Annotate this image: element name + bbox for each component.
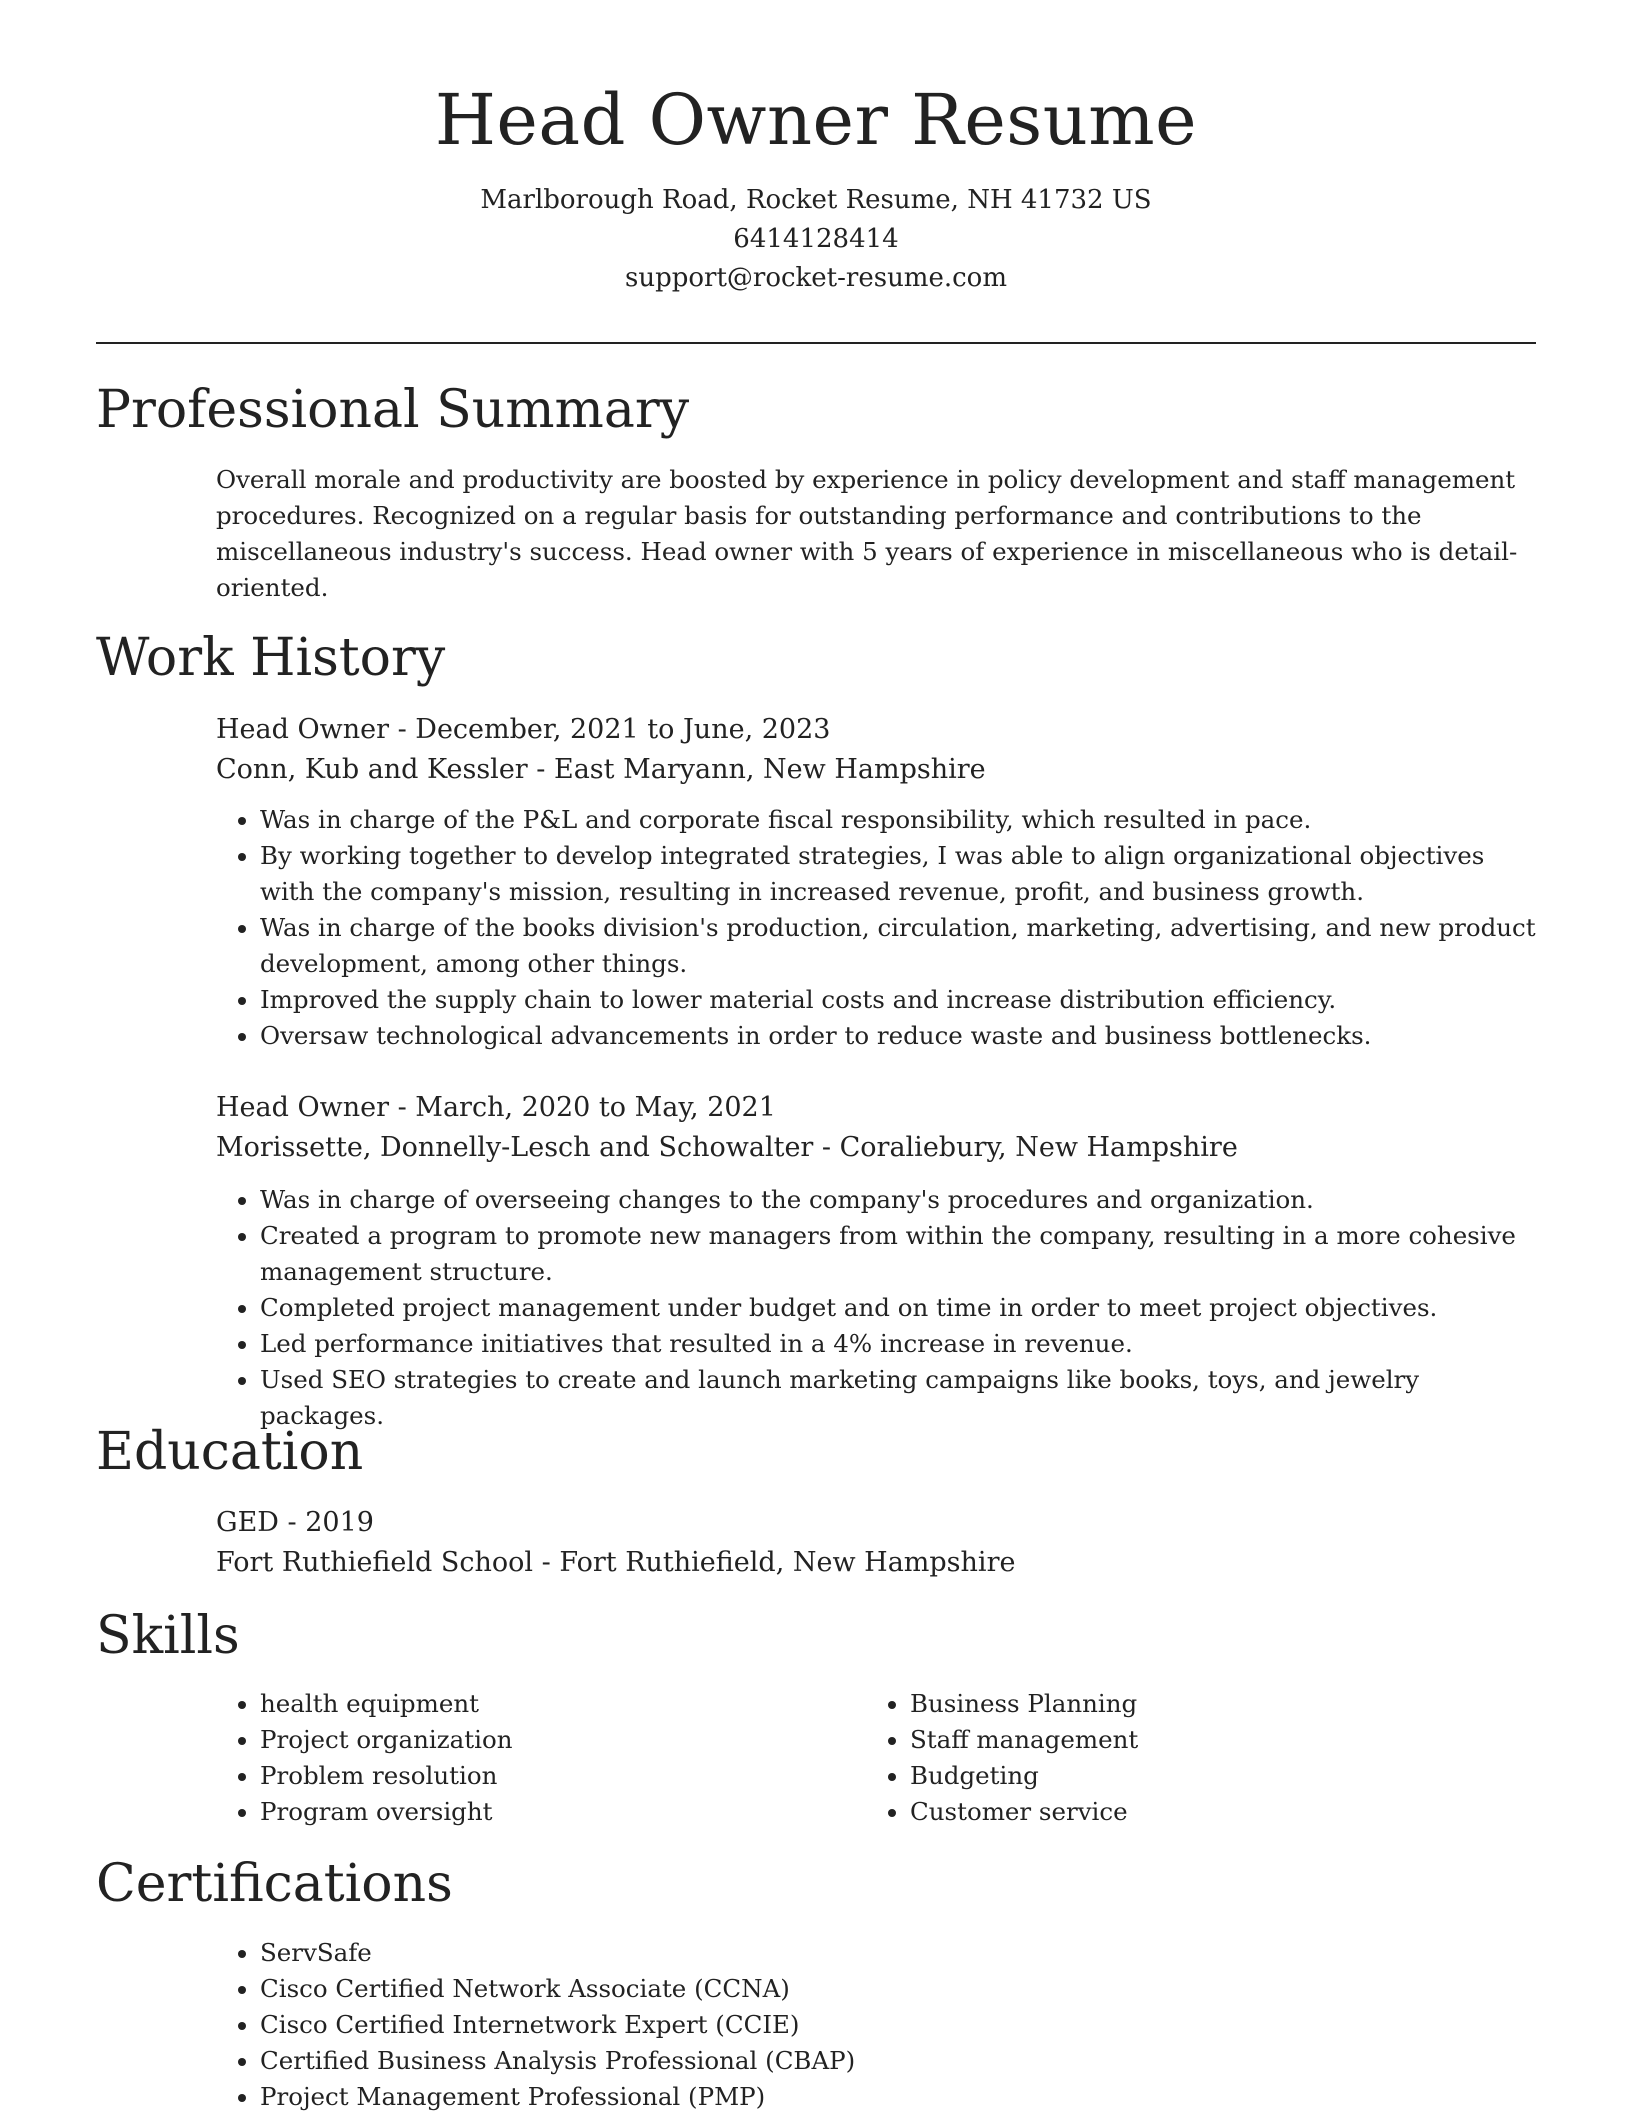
contact-info	[0, 181, 1632, 298]
education-degree-line	[216, 1503, 1536, 1543]
job-title: Head Owner	[216, 714, 390, 745]
work-history-heading: Work History	[96, 628, 446, 688]
skill-item: • Customer service	[910, 1794, 1506, 1830]
education-school: Fort Ruthiefield School	[216, 1547, 534, 1578]
skill-item: • health equipment	[260, 1686, 856, 1722]
job-entry	[216, 1088, 1536, 1434]
certification-item: • Project Management Professional (PMP)	[260, 2079, 1536, 2115]
job-bullet: • Used SEO strategies to create and launch marketing campaigns like books, toys, and jewelry packages.	[260, 1362, 1536, 1434]
job-bullet: • Created a program to promote new managers from within the company, resulting in a more cohesive management structure.	[260, 1218, 1536, 1290]
job-bullet: • Improved the supply chain to lower material costs and increase distribution efficiency.	[260, 982, 1536, 1018]
job-bullet: • Oversaw technological advancements in order to reduce waste and business bottlenecks.	[260, 1018, 1536, 1054]
skill-item: • Problem resolution	[260, 1758, 856, 1794]
job-bullet: • By working together to develop integrated strategies, I was able to align organizational objectives with the company's mission, resulting in increased revenue, profit, and business growth.	[260, 838, 1536, 910]
job-location: - East Maryann, New Hampshire	[527, 754, 986, 785]
skills-column-left	[216, 1686, 856, 1830]
job-bullet: • Led performance initiatives that resulted in a 4% increase in revenue.	[260, 1326, 1536, 1362]
job-dates: - March, 2020 to May, 2021	[389, 1092, 776, 1123]
certifications-list	[216, 1935, 1536, 2115]
contact-email: support@rocket-resume.com	[624, 262, 1007, 293]
job-entry	[216, 710, 1536, 1054]
job-bullets	[216, 802, 1536, 1054]
skill-item: • Business Planning	[910, 1686, 1506, 1722]
education-entry	[216, 1503, 1536, 1583]
job-bullet: • Was in charge of the books division's production, circulation, marketing, advertising, and new product development, among other things.	[260, 910, 1536, 982]
resume-name: Head Owner Resume	[434, 79, 1198, 161]
skill-item: • Project organization	[260, 1722, 856, 1758]
skills-list	[866, 1686, 1506, 1830]
skill-item: • Staff management	[910, 1722, 1506, 1758]
skills-column-right	[866, 1686, 1506, 1830]
certification-item: • Cisco Certified Internetwork Expert (CCIE)	[260, 2007, 1536, 2043]
header-divider	[96, 342, 1536, 344]
certifications-block	[216, 1935, 1536, 2115]
job-location: - Coraliebury, New Hampshire	[813, 1132, 1238, 1163]
job-title-line	[216, 1088, 1536, 1128]
certification-item: • ServSafe	[260, 1935, 1536, 1971]
education-location: - Fort Ruthiefield, New Hampshire	[533, 1547, 1016, 1578]
job-bullets	[216, 1182, 1536, 1434]
education-degree: GED	[216, 1507, 279, 1538]
contact-phone: 6414128414	[733, 223, 899, 254]
job-dates: - December, 2021 to June, 2023	[389, 714, 831, 745]
job-company-line	[216, 1128, 1536, 1168]
job-company: Morissette, Donnelly-Lesch and Schowalter	[216, 1132, 814, 1163]
skills-heading: Skills	[96, 1606, 240, 1666]
certification-item: • Certified Business Analysis Professional (CBAP)	[260, 2043, 1536, 2079]
resume-header	[0, 80, 1632, 298]
job-bullet: • Completed project management under budget and on time in order to meet project objectives.	[260, 1290, 1536, 1326]
job-bullet: • Was in charge of overseeing changes to the company's procedures and organization.	[260, 1182, 1536, 1218]
job-title-line	[216, 710, 1536, 750]
contact-address: Marlborough Road, Rocket Resume, NH 41732 US	[480, 184, 1152, 215]
job-company-line	[216, 750, 1536, 790]
certification-item: • Cisco Certified Network Associate (CCNA)	[260, 1971, 1536, 2007]
skills-list	[216, 1686, 856, 1830]
job-title: Head Owner	[216, 1092, 390, 1123]
education-year: - 2019	[278, 1507, 374, 1538]
job-company: Conn, Kub and Kessler	[216, 754, 528, 785]
job-bullet: • Was in charge of the P&L and corporate fiscal responsibility, which resulted in pace.	[260, 802, 1536, 838]
summary-text: Overall morale and productivity are boosted by experience in policy development and staff management procedures. Recognized on a regular basis for outstanding performance and contributions to the miscellaneous industry's success. Head owner with 5 years of experience in miscellaneous who is detail-oriented.	[216, 465, 1518, 602]
education-school-line	[216, 1543, 1536, 1583]
summary-heading: Professional Summary	[96, 380, 690, 440]
skill-item: • Budgeting	[910, 1758, 1506, 1794]
education-heading: Education	[96, 1422, 364, 1482]
certifications-heading: Certifications	[96, 1854, 453, 1914]
skill-item: • Program oversight	[260, 1794, 856, 1830]
